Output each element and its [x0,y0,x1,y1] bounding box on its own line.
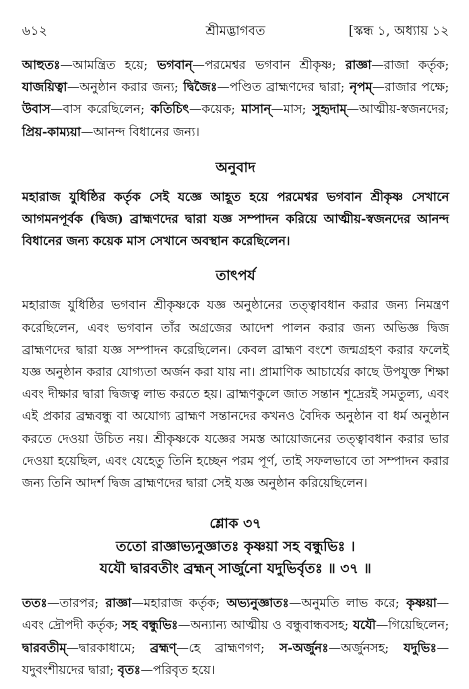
synonym-meaning: তারপর; [59,595,106,611]
synonym-meaning: মহারাজ কর্তৃক; [143,595,227,611]
synonym-meaning: অনুষ্ঠান করার জন্য; [79,79,184,95]
synonym-word: ব্রহ্মণ্ [150,639,177,655]
translation-heading: অনুবাদ [215,159,256,176]
synonym-word: মাসান্ [241,101,271,117]
synonym-meaning: পণ্ডিত ব্রাহ্মণদের দ্বারা; [229,79,350,95]
purport-heading: তাৎপর্য [215,268,256,285]
synonym-word: ততঃ [22,595,48,611]
synonym-word: প্রিয়-কাম্যয়া [22,123,81,139]
synonym-word: দ্বিজৈঃ [183,79,218,95]
synonym-word: কতিচিৎ [150,101,190,117]
synonym-word: রাজ্ঞা [105,595,132,611]
synonym-word: উবাস [22,101,51,117]
synonym-word: অভ্যনুজ্ঞাতঃ [226,595,289,611]
synonym-meaning: বাস করেছিলেন; [62,101,151,117]
synonym-word: বৃতঃ [117,661,141,677]
synonym-word: দ্বারবতীম্ [22,639,67,655]
synonym-meaning: আনন্দ বিধানের জন্য। [93,123,200,139]
synonym-word: নৃপম্ [349,79,373,95]
chapter-reference: [স্কন্ধ ১, অধ্যায় ১২ [348,24,449,39]
book-title: শ্রীমদ্ভাগবত [205,24,266,39]
synonym-meaning: এবং দ্রৌপদী কর্তৃক; [22,617,123,633]
synonym-meaning: দ্বারকাধামে; [78,639,151,655]
page-number: ৬১২ [22,24,48,39]
verse-line-1: ততো রাজ্ঞাভ্যনুজ্ঞাতঃ কৃষ্ণয়া সহ বন্ধুভিঃ । [115,539,356,556]
synonym-meaning: রাজার পক্ষে; [384,79,449,95]
verse-synonyms-paragraph: ততঃ—তারপর; রাজ্ঞা—মহারাজ কর্তৃক; অভ্যনুজ্ঞাতঃ—অনুমতি লাভ করে; কৃষ্ণয়া—এবং দ্রৌপদী কর্তৃক; সহ বন্ধুভিঃ—অন্যান্য আত্মীয় ও বন্ধুবান্ধবসহ; যযৌ—গিয়েছিলেন; দ্বারবতীম্—দ্বারকাধামে; ব্রহ্মণ্—হে ব্রাহ্মণগণ; স-অর্জুনঃ—অর্জুনসহ; যদুভিঃ—যদুবংশীয়দের দ্বারা; বৃতঃ—পরিবৃত হয়ে। [22,595,449,677]
synonym-meaning: পরিবৃত হয়ে। [152,661,216,677]
translation-text: মহারাজ যুধিষ্ঠির কর্তৃক সেই যজ্ঞে আহূত হয়ে পরমেশ্বর ভগবান শ্রীকৃষ্ণ সেখানে আগমনপূর্বক (দ্বিজ) ব্রাহ্মণদের দ্বারা যজ্ঞ সম্পাদন করিয়ে আত্মীয়-স্বজনদের আনন্দ বিধানের জন্য কয়েক মাস সেখানে অবস্থান করেছিলেন। [22,188,449,249]
synonyms-paragraph: আহুতঃ—আমন্ত্রিত হয়ে; ভগবান্—পরমেশ্বর ভগবান শ্রীকৃষ্ণ; রাজ্ঞা—রাজা কর্তৃক; যাজয়িত্বা—অনুষ্ঠান করার জন্য; দ্বিজৈঃ—পণ্ডিত ব্রাহ্মণদের দ্বারা; নৃপম্—রাজার পক্ষে; উবাস—বাস করেছিলেন; কতিচিৎ—কয়েক; মাসান্—মাস; সুহৃদাম্—আত্মীয়-স্বজনদের; প্রিয়-কাম্যয়া—আনন্দ বিধানের জন্য। [22,57,450,139]
synonym-meaning: অনুমতি লাভ করে; [301,595,407,611]
synonym-word: আহুতঃ [22,57,61,72]
synonym-meaning: অর্জুনসহ; [340,639,404,655]
synonym-word: স-অর্জুনঃ [279,639,329,655]
synonym-meaning: রাজা কর্তৃক; [383,57,450,72]
synonym-word: কৃষ্ণয়া [406,595,437,611]
synonym-word: সুহৃদাম্ [312,101,347,117]
synonym-word: রাজ্ঞা [345,57,372,72]
synonym-word: সহ বন্ধুভিঃ [122,617,179,633]
synonym-meaning: অন্যান্য আত্মীয় ও বন্ধুবান্ধবসহ; [190,617,354,633]
synonym-meaning: গিয়েছিলেন; [388,617,449,633]
synonym-meaning: হে ব্রাহ্মণগণ; [188,639,280,655]
synonym-meaning: মাস; [283,101,313,117]
verse-line-2: যযৌ দ্বারবতীং ব্রহ্মন্ সার্জুনো যদুভির্বৃতঃ ॥ ৩৭ ॥ [99,561,372,578]
purport-text: মহারাজ যুধিষ্ঠির ভগবান শ্রীকৃষ্ণকে যজ্ঞ অনুষ্ঠানের তত্ত্বাবধান করার জন্য নিমন্ত্রণ করেছিলেন, এবং ভগবান তাঁর অগ্রজের আদেশ পালন করার জন্য অভিজ্ঞ দ্বিজ ব্রাহ্মণদের দ্বারা যজ্ঞ সম্পাদন করেছিলেন। কেবল ব্রাহ্মণ বংশে জন্মগ্রহণ করার ফলেই যজ্ঞ অনুষ্ঠান করার যোগ্যতা অর্জন করা যায় না। প্রামাণিক আচার্যের কাছে উপযুক্ত শিক্ষা এবং দীক্ষার দ্বারা দ্বিজত্ব লাভ করতে হয়। ব্রাহ্মণকুলে জাত সন্তান শূদ্রেরই সমতুল্য, এবং এই প্রকার ব্রহ্মবন্ধু বা অযোগ্য ব্রাহ্মণ সন্তানদের কখনও বৈদিক অনুষ্ঠান বা ধর্ম অনুষ্ঠান করতে দেওয়া উচিত নয়। শ্রীকৃষ্ণকে যজ্ঞের সমস্ত আয়োজনের তত্ত্বাবধান করার ভার দেওয়া হয়েছিল, এবং যেহেতু তিনি হচ্ছেন পরম পূর্ণ, তাই সফলভাবে তা সম্পাদন করার জন্য তিনি আদর্শ দ্বিজ ব্রাহ্মণদের দ্বারা সেই যজ্ঞ অনুষ্ঠান করিয়েছিলেন। [22,297,449,491]
synonym-meaning: পরমেশ্বর ভগবান শ্রীকৃষ্ণ; [204,57,346,72]
verse-block [22,512,449,580]
verse-label: শ্লোক ৩৭ [209,516,262,533]
synonym-meaning: যদুবংশীয়দের দ্বারা; [22,661,118,677]
synonym-word: যাজয়িত্বা [22,79,68,95]
synonym-word: যযৌ [353,617,376,633]
synonym-word: ভগবান্ [157,57,193,72]
synonym-meaning: আমন্ত্রিত হয়ে; [72,57,158,72]
synonym-meaning: আত্মীয়-স্বজনদের; [359,101,449,117]
synonym-word: যদুভিঃ [403,639,437,655]
page-header [22,22,449,42]
synonym-meaning: কয়েক; [201,101,242,117]
